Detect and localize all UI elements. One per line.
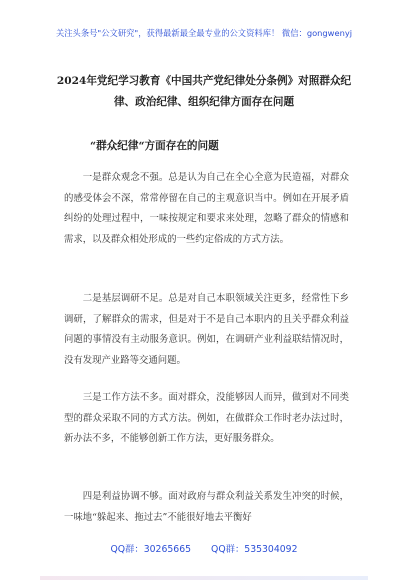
qq-group-2: QQ群：535304092 [211,544,298,555]
paragraph-3: 三是工作方法不多。面对群众，没能够因人而异，做到对不同类型的群众采取不同的方式方法。例如，在做群众工作时老办法过时，新办法不多，不能够创新工作方法，更好服务群众。 [64,392,349,445]
bottom-decoration-bar [40,576,368,580]
promo-banner: 关注头条号"公文研究"，获得最新最全最专业的公文资料库！ 微信：gongwenyj [55,28,353,38]
footer-contacts [0,541,408,555]
paragraph-4: 四是利益协调不够。面对政府与群众利益关系发生冲突的时候，一味地“躲起来、拖过去”不能很好地去平衡好 [64,491,349,523]
document-title: 2024年党纪学习教育《中国共产党纪律处分条例》对照群众纪律、政治纪律、组织纪律方面存在问题 [56,75,352,108]
section-heading: “群众纪律“方面存在的问题 [90,140,219,152]
paragraph-1: 一是群众观念不强。总是认为自己在全心全意为民造福，对群众的感受体会不深，常常停留在自己的主观意识当中。例如在开展矛盾纠纷的处理过程中，一味按规定和要求来处理，忽略了群众的情感和需求，以及群众相处形成的一些约定俗成的方式方法。 [64,172,349,245]
qq-group-1: QQ群：30265665 [110,544,192,555]
paragraph-2: 二是基层调研不足。总是对自己本职领域关注更多，经常性下乡调研，了解群众的需求，但是对于不是自己本职内的且关乎群众利益问题的事情没有主动服务意识。例如，在调研产业利益联结情况时，没有发现产业路等交通问题。 [64,293,349,366]
